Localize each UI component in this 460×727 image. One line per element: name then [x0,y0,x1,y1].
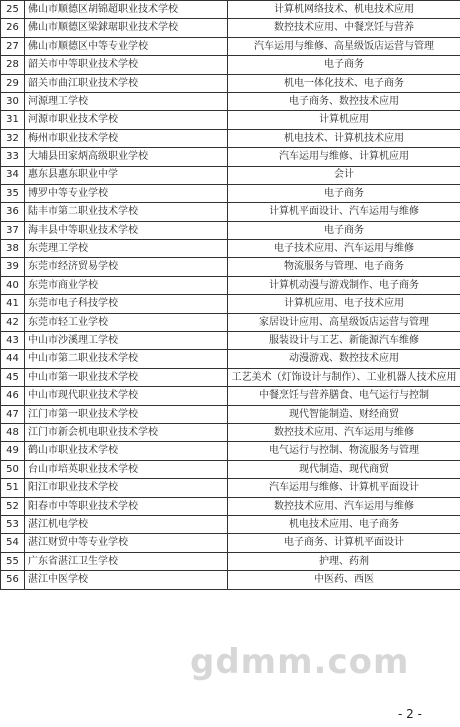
major-name: 计算机动漫与游戏制作、电子商务 [228,276,460,294]
row-number: 52 [1,497,25,515]
major-name: 现代智能制造、财经商贸 [228,405,460,423]
row-number: 53 [1,516,25,534]
school-name: 大埔县田家炳高级职业学校 [25,148,228,166]
table-row [1,56,460,74]
school-name: 中山市第一职业技术学校 [25,368,228,387]
row-number: 56 [1,571,25,589]
row-number: 30 [1,92,25,110]
row-number: 41 [1,295,25,313]
row-number: 31 [1,111,25,129]
table-row [1,184,460,202]
major-name: 工艺美术（灯饰设计与制作）、工业机器人技术应用 [228,368,460,387]
table-row [1,571,460,589]
school-name: 惠东县惠东职业中学 [25,166,228,184]
school-name: 东莞市电子科技学校 [25,295,228,313]
major-name: 数控技术应用、中餐烹饪与营养 [228,19,460,37]
school-name: 湛江财贸中等专业学校 [25,534,228,552]
table-row [1,313,460,331]
row-number: 51 [1,479,25,497]
school-name: 江门市第一职业技术学校 [25,405,228,423]
major-name: 数控技术应用、汽车运用与维修 [228,497,460,515]
school-name: 河源市职业技术学校 [25,111,228,129]
major-name: 机电技术、计算机技术应用 [228,129,460,147]
row-number: 27 [1,37,25,55]
row-number: 55 [1,552,25,570]
major-name: 计算机应用、电子技术应用 [228,295,460,313]
school-name: 江门市新会机电职业技术学校 [25,424,228,442]
school-name: 阳江市职业技术学校 [25,479,228,497]
table-row [1,460,460,478]
school-name: 韶关市曲江职业技术学校 [25,74,228,92]
table-row [1,258,460,276]
watermark: gdmm.com [190,642,410,682]
row-number: 35 [1,184,25,202]
major-name: 电子商务 [228,221,460,239]
major-name: 汽车运用与维修、计算机平面设计 [228,479,460,497]
school-name: 梅州市职业技术学校 [25,129,228,147]
table-row [1,350,460,368]
table-row [1,405,460,423]
school-name: 中山市第二职业技术学校 [25,350,228,368]
table-row [1,74,460,92]
table-row [1,166,460,184]
major-name: 物流服务与管理、电子商务 [228,258,460,276]
school-name: 东莞市商业学校 [25,276,228,294]
row-number: 38 [1,240,25,258]
major-name: 电子商务 [228,184,460,202]
row-number: 33 [1,148,25,166]
table-row [1,92,460,110]
table-row [1,19,460,37]
major-name: 电子商务 [228,56,460,74]
row-number: 47 [1,405,25,423]
table-row [1,552,460,570]
major-name: 汽车运用与维修、高星级饭店运营与管理 [228,37,460,55]
major-name: 护理、药剂 [228,552,460,570]
table-row [1,424,460,442]
major-name: 计算机网络技术、机电技术应用 [228,1,460,19]
table-row [1,221,460,239]
table-row [1,203,460,221]
row-number: 48 [1,424,25,442]
row-number: 50 [1,460,25,478]
table-body [1,1,460,590]
major-name: 服装设计与工艺、新能源汽车维修 [228,332,460,350]
table-row [1,295,460,313]
school-name: 台山市培英职业技术学校 [25,460,228,478]
row-number: 37 [1,221,25,239]
row-number: 42 [1,313,25,331]
row-number: 46 [1,387,25,405]
major-name: 计算机平面设计、汽车运用与维修 [228,203,460,221]
table-row [1,148,460,166]
school-name: 韶关市中等职业技术学校 [25,56,228,74]
school-name: 东莞市轻工业学校 [25,313,228,331]
major-name: 电气运行与控制、物流服务与管理 [228,442,460,460]
major-name: 中餐烹饪与营养膳食、电气运行与控制 [228,387,460,405]
row-number: 34 [1,166,25,184]
table-row [1,497,460,515]
row-number: 49 [1,442,25,460]
school-name: 陆丰市第二职业技术学校 [25,203,228,221]
row-number: 44 [1,350,25,368]
major-name: 中医药、西医 [228,571,460,589]
school-name: 东莞市经济贸易学校 [25,258,228,276]
major-name: 会计 [228,166,460,184]
row-number: 54 [1,534,25,552]
table-row [1,442,460,460]
school-name: 河源理工学校 [25,92,228,110]
school-name: 博罗中等专业学校 [25,184,228,202]
school-name: 佛山市顺德区中等专业学校 [25,37,228,55]
major-name: 现代制造、现代商贸 [228,460,460,478]
school-name: 佛山市顺德区梁銶琚职业技术学校 [25,19,228,37]
school-name: 东莞理工学校 [25,240,228,258]
table-row [1,387,460,405]
row-number: 29 [1,74,25,92]
row-number: 36 [1,203,25,221]
school-name: 鹤山市职业技术学校 [25,442,228,460]
major-name: 数控技术应用、汽车运用与维修 [228,424,460,442]
major-name: 电子商务、数控技术应用 [228,92,460,110]
major-name: 机电技术应用、电子商务 [228,516,460,534]
row-number: 25 [1,1,25,19]
major-name: 汽车运用与维修、计算机应用 [228,148,460,166]
school-name: 阳春市中等职业技术学校 [25,497,228,515]
table-row [1,479,460,497]
table-row [1,37,460,55]
row-number: 39 [1,258,25,276]
page-number: - 2 - [398,707,422,721]
table-row [1,111,460,129]
row-number: 43 [1,332,25,350]
row-number: 45 [1,368,25,387]
school-name: 湛江机电学校 [25,516,228,534]
school-name: 中山市现代职业技术学校 [25,387,228,405]
major-name: 计算机应用 [228,111,460,129]
major-name: 电子技术应用、汽车运用与维修 [228,240,460,258]
major-name: 家居设计应用、高星级饭店运营与管理 [228,313,460,331]
table-row [1,1,460,19]
row-number: 28 [1,56,25,74]
school-name: 中山市沙溪理工学校 [25,332,228,350]
table-row [1,534,460,552]
school-name: 海丰县中等职业技术学校 [25,221,228,239]
major-name: 电子商务、计算机平面设计 [228,534,460,552]
table-row [1,129,460,147]
table-row [1,368,460,387]
table-row [1,276,460,294]
row-number: 26 [1,19,25,37]
row-number: 40 [1,276,25,294]
school-name: 佛山市顺德区胡锦超职业技术学校 [25,1,228,19]
school-name: 广东省湛江卫生学校 [25,552,228,570]
major-name: 机电一体化技术、电子商务 [228,74,460,92]
table-row [1,332,460,350]
table-row [1,240,460,258]
table-row [1,516,460,534]
major-name: 动漫游戏、数控技术应用 [228,350,460,368]
row-number: 32 [1,129,25,147]
school-name: 湛江中医学校 [25,571,228,589]
